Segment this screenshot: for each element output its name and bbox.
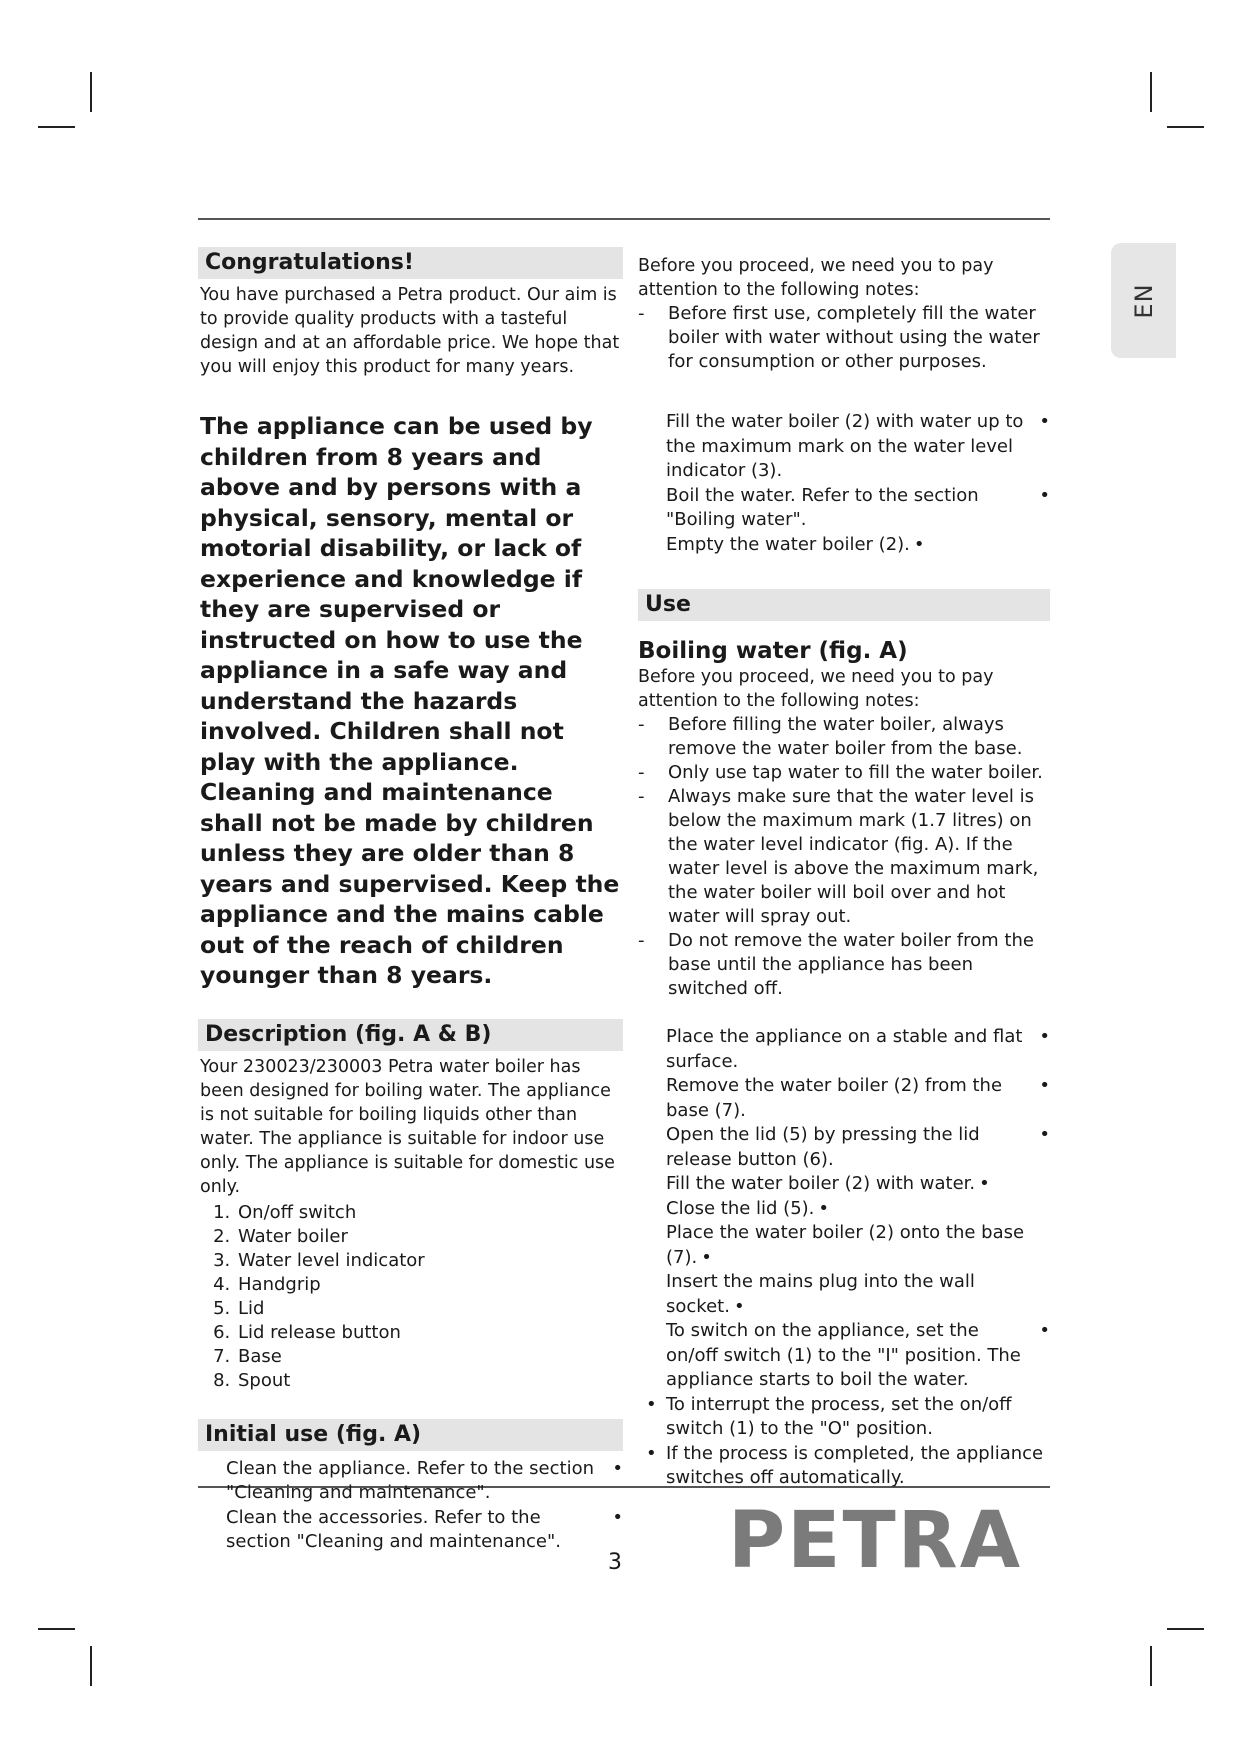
list-item: 4. Handgrip <box>236 1273 623 1297</box>
step-text: Open the lid (5) by pressing the lid release button (6). <box>666 1124 980 1170</box>
petra-logo: PETRA <box>728 1496 1023 1586</box>
step-text: Boil the water. Refer to the section "Boiling water". <box>666 484 979 530</box>
bullet-text: To interrupt the process, set the on/off switch (1) to the "O" position. <box>666 1393 1012 1439</box>
crop-mark <box>38 1628 75 1630</box>
boiling-notes-intro: Before you proceed, we need you to pay attention to the following notes: <box>638 667 994 711</box>
list-item <box>638 929 1050 1001</box>
step-text: Close the lid (5). <box>666 1197 815 1219</box>
bullet: • <box>612 1506 623 1528</box>
initial-steps <box>666 410 1050 557</box>
bullet-text: If the process is completed, the appliance switches off automatically. <box>666 1442 1044 1488</box>
list-item <box>666 1025 1050 1074</box>
dash: - <box>638 714 645 735</box>
list-item <box>638 785 1050 929</box>
dash: - <box>638 762 645 783</box>
step-text: Place the water boiler (2) onto the base (7). <box>666 1222 1025 1268</box>
congratulations-heading: Congratulations! <box>198 247 623 279</box>
list-item: 3. Water level indicator <box>236 1249 623 1273</box>
bullet: • <box>1039 484 1050 506</box>
bullet: • <box>1039 1320 1050 1341</box>
bullet: • <box>1039 1075 1050 1096</box>
list-item <box>666 484 1050 533</box>
description-text: Your 230023/230003 Petra water boiler has been designed for boiling water. The appliance is not suitable for boiling liquids other than water. The appliance is suitable for indoor use only. The appliance is suitable for domestic use only. <box>200 1056 615 1197</box>
bullet: • <box>1039 1124 1050 1145</box>
list-item <box>666 1172 1050 1197</box>
crop-mark <box>1167 126 1204 128</box>
list-item <box>638 713 1050 761</box>
step-text: Insert the mains plug into the wall socket. <box>666 1271 975 1317</box>
congratulations-text: You have purchased a Petra product. Our aim is to provide quality products with a tasteful design and at an affordable price. We hope that you will enjoy this product for many years. <box>200 285 620 377</box>
list-item <box>666 1270 1050 1319</box>
list-item <box>666 410 1050 484</box>
note-text: Always make sure that the water level is below the maximum mark (1.7 litres) on the water level indicator (fig. A). If the water level is above the maximum mark, the water boiler will boil over and hot water will spray out. <box>668 786 1039 927</box>
list-item <box>638 761 1050 785</box>
bullet: • <box>701 1246 712 1268</box>
dash: - <box>638 303 645 324</box>
note-text: Do not remove the water boiler from the base until the appliance has been switched off. <box>668 930 1034 999</box>
bullet: • <box>646 1442 657 1464</box>
step-text: Fill the water boiler (2) with water. <box>666 1173 976 1194</box>
list-item <box>226 1506 623 1555</box>
list-item: 8. Spout <box>236 1369 623 1393</box>
list-item: 2. Water boiler <box>236 1225 623 1249</box>
list-item <box>638 1393 1050 1442</box>
bullet: • <box>818 1197 830 1219</box>
crop-mark <box>1150 72 1152 112</box>
list-item <box>666 533 1050 558</box>
step-text: Place the appliance on a stable and flat surface. <box>666 1026 1023 1072</box>
step-text: To switch on the appliance, set the on/off switch (1) to the "I" position. The appliance starts to boil the water. <box>666 1320 1021 1390</box>
crop-mark <box>90 72 92 112</box>
bullet: • <box>733 1295 745 1317</box>
top-rule <box>198 218 1050 220</box>
list-item <box>666 1221 1050 1270</box>
boiling-steps <box>666 1025 1050 1393</box>
dash: - <box>638 930 645 951</box>
list-item <box>666 1074 1050 1123</box>
list-item <box>638 1442 1050 1491</box>
safety-warning: The appliance can be used by children from 8 years and above and by persons with a physical, sensory, mental or motorial disability, or lack of experience and knowledge if they are supervised or instructed on how to use the appliance in a safe way and understand the hazards involved. Children shall not play with the appliance. Cleaning and maintenance shall not be made by children unless they are older than 8 years and supervised. Keep the appliance and the mains cable out of the reach of children younger than 8 years. <box>200 412 620 989</box>
initial-notes-intro: Before you proceed, we need you to pay attention to the following notes: <box>638 256 994 300</box>
bullet: • <box>979 1173 990 1194</box>
list-item <box>638 302 1050 374</box>
list-item: 7. Base <box>236 1345 623 1369</box>
list-item: 1. On/off switch <box>236 1201 623 1225</box>
language-label: EN <box>1129 282 1158 319</box>
step-text: Fill the water boiler (2) with water up to the maximum mark on the water level indicator (3). <box>666 411 1024 481</box>
left-column <box>198 247 623 1555</box>
crop-mark <box>1150 1646 1152 1686</box>
boiling-water-heading: Boiling water (fig. A) <box>638 638 908 664</box>
bullet: • <box>1039 1026 1050 1047</box>
step-text: Clean the accessories. Refer to the section "Cleaning and maintenance". <box>226 1506 561 1552</box>
initial-use-steps <box>226 1457 623 1555</box>
note-text: Before filling the water boiler, always remove the water boiler from the base. <box>668 714 1023 759</box>
page-number: 3 <box>608 1550 622 1575</box>
crop-mark <box>38 126 75 128</box>
description-heading: Description (fig. A & B) <box>198 1019 623 1051</box>
list-item <box>226 1457 623 1506</box>
bullet: • <box>646 1393 657 1415</box>
use-heading: Use <box>638 589 1050 621</box>
step-text: Clean the appliance. Refer to the section "Cleaning and maintenance". <box>226 1457 594 1503</box>
crop-mark <box>1167 1628 1204 1630</box>
parts-list <box>198 1201 623 1393</box>
list-item: 5. Lid <box>236 1297 623 1321</box>
step-text: Remove the water boiler (2) from the base (7). <box>666 1075 1003 1121</box>
note-text: Only use tap water to fill the water boiler. <box>668 762 1043 783</box>
bullet: • <box>612 1457 623 1479</box>
right-column <box>638 254 1050 1491</box>
bullet: • <box>913 533 925 555</box>
dash: - <box>638 786 645 807</box>
language-tab <box>1111 243 1176 358</box>
crop-mark <box>90 1646 92 1686</box>
list-item <box>666 1123 1050 1172</box>
step-text: Empty the water boiler (2). <box>666 533 910 555</box>
initial-use-heading: Initial use (fig. A) <box>198 1419 623 1451</box>
list-item <box>666 1197 1050 1222</box>
list-item: 6. Lid release button <box>236 1321 623 1345</box>
note-text: Before first use, completely fill the water boiler with water without using the water for consumption or other purposes. <box>668 303 1040 372</box>
bullet: • <box>1039 411 1050 432</box>
list-item <box>666 1319 1050 1393</box>
